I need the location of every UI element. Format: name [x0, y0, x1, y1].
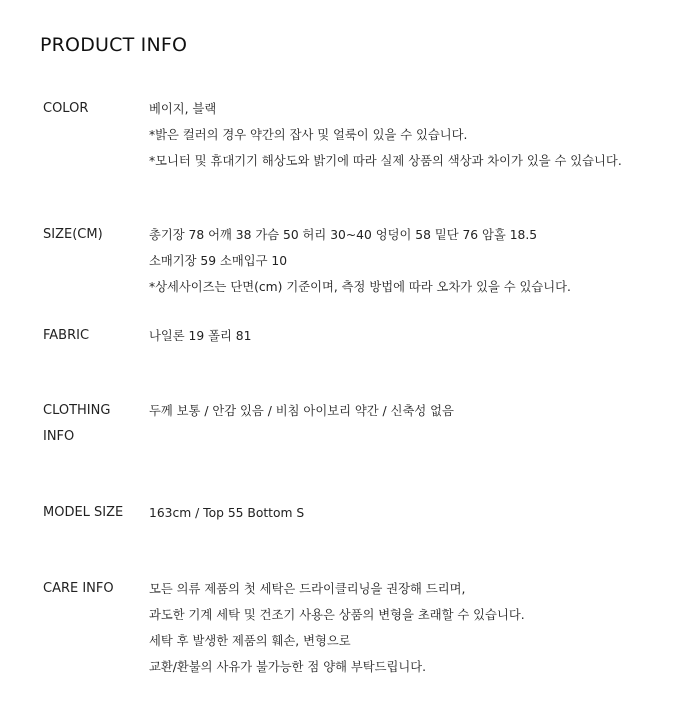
content-line: 베이지, 블랙 — [149, 102, 217, 116]
content-line: *밝은 컬러의 경우 약간의 잡사 및 얼룩이 있을 수 있습니다. — [149, 128, 468, 142]
section-label-text: COLOR — [43, 101, 89, 116]
model-size-content — [149, 500, 694, 526]
size-label — [43, 222, 143, 248]
content-line: 모든 의류 제품의 첫 세탁은 드라이클리닝을 권장해 드리며, — [149, 582, 466, 596]
section-label-text: MODEL SIZE — [43, 505, 124, 520]
fabric-label — [43, 323, 143, 349]
content-line: 세탁 후 발생한 제품의 훼손, 변형으로 — [149, 634, 351, 648]
section-label-text: FABRIC — [43, 328, 90, 343]
content-line: 소매기장 59 소매입구 10 — [149, 254, 288, 268]
content-line: 과도한 기계 세탁 및 건조기 사용은 상품의 변형을 초래할 수 있습니다. — [149, 608, 525, 622]
content-line: 총기장 78 어깨 38 가슴 50 허리 30~40 엉덩이 58 밑단 76 암홀 18.5 — [149, 228, 538, 242]
section-label-text: CARE INFO — [43, 581, 114, 596]
color-label — [43, 96, 143, 122]
care-info-content — [149, 576, 694, 680]
content-line: 163cm / Top 55 Bottom S — [149, 506, 305, 520]
section-label-text: SIZE(CM) — [43, 227, 103, 242]
fabric-content — [149, 323, 694, 349]
model-size-label — [43, 500, 143, 526]
content-line: 교환/환불의 사유가 불가능한 점 양해 부탁드립니다. — [149, 660, 427, 674]
clothing-info-label — [43, 398, 143, 450]
size-content — [149, 222, 694, 300]
page-title: PRODUCT INFO — [40, 34, 188, 56]
color-content — [149, 96, 694, 174]
care-info-label — [43, 576, 143, 602]
content-line: *상세사이즈는 단면(cm) 기준이며, 측정 방법에 따라 오차가 있을 수 있습니다. — [149, 280, 571, 294]
content-line: 두께 보통 / 안감 있음 / 비침 아이보리 약간 / 신축성 없음 — [149, 404, 454, 418]
content-line: *모니터 및 휴대기기 해상도와 밝기에 따라 실제 상품의 색상과 차이가 있을 수 있습니다. — [149, 154, 622, 168]
clothing-info-content — [149, 398, 694, 424]
section-label-text: CLOTHING — [43, 403, 111, 418]
content-line: 나일론 19 폴리 81 — [149, 329, 252, 343]
section-label-text: INFO — [43, 429, 75, 444]
